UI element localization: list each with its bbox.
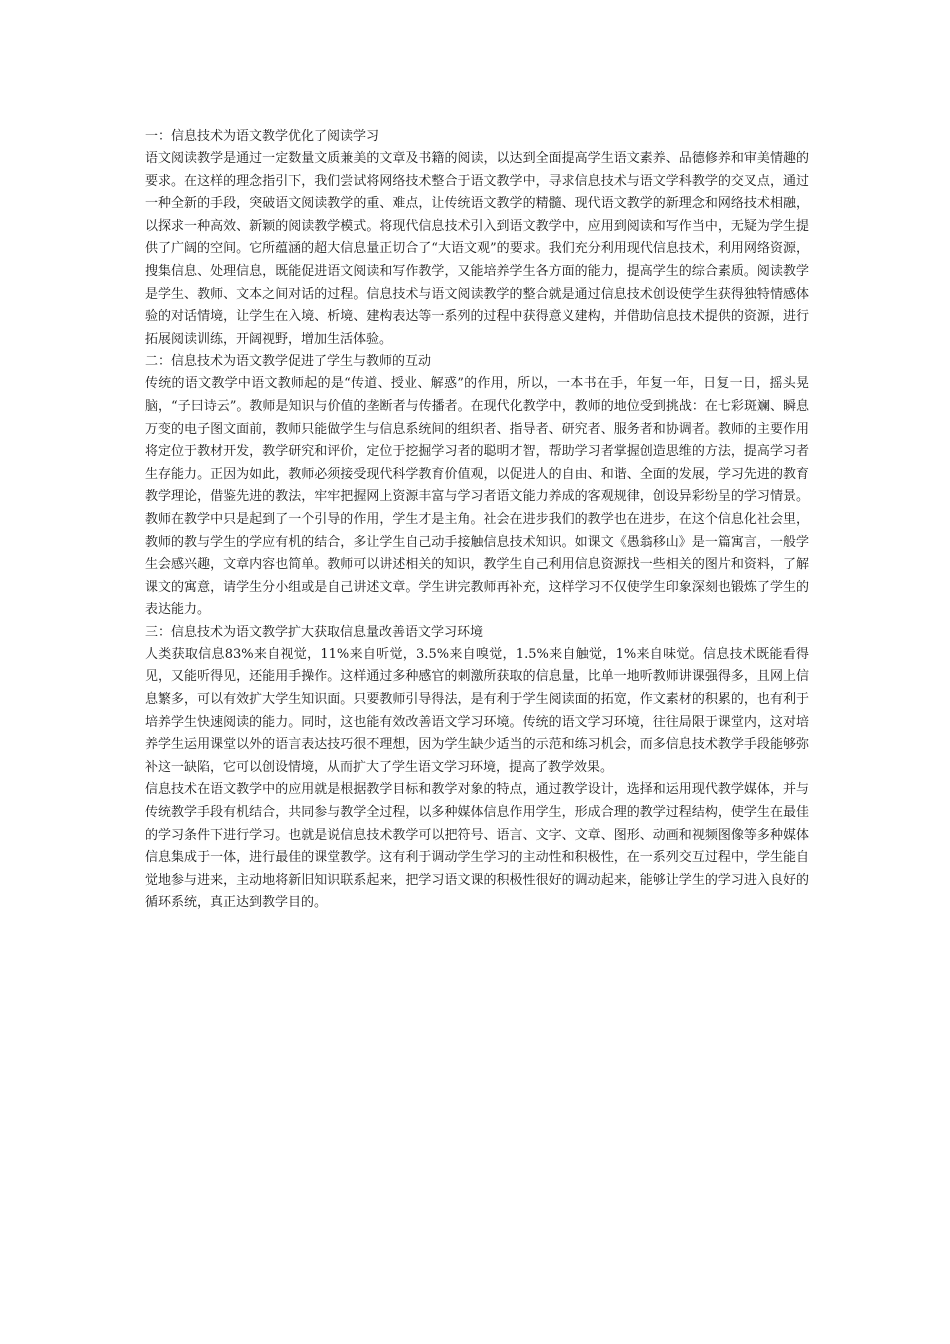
section-heading: 三：信息技术为语文教学扩大获取信息量改善语文学习环境 — [145, 624, 484, 640]
document-body — [145, 126, 809, 915]
section-environment — [145, 622, 809, 915]
paragraph: 语文阅读教学是通过一定数量文质兼美的文章及书籍的阅读，以达到全面提高学生语文素养、品德修养和审美情趣的要求。在这样的理念指引下，我们尝试将网络技术整合于语文教学中，寻求信息技术与语文学科教学的交叉点，通过一种全新的手段，突破语文阅读教学的重、难点，让传统语文教学的精髓、现代语文教学的新理念和网络技术相融，以探求一种高效、新颖的阅读教学模式。将现代信息技术引入到语文教学中，应用到阅读和写作当中，无疑为学生提供了广阔的空间。它所蕴涵的超大信息量正切合了“大语文观”的要求。我们充分利用现代信息技术，利用网络资源，搜集信息、处理信息，既能促进语文阅读和写作教学，又能培养学生各方面的能力，提高学生的综合素质。阅读教学是学生、教师、文本之间对话的过程。信息技术与语文阅读教学的整合就是通过信息技术创设使学生获得独特情感体验的对话情境，让学生在入境、析境、建构表达等一系列的过程中获得意义建构，并借助信息技术提供的资源，进行拓展阅读训练，开阔视野，增加生活体验。 — [145, 151, 809, 347]
section-interaction — [145, 351, 809, 622]
section-reading — [145, 126, 809, 351]
paragraph: 信息技术在语文教学中的应用就是根据教学目标和教学对象的特点，通过教学设计，选择和运用现代教学媒体，并与传统教学手段有机结合，共同参与教学全过程，以多种媒体信息作用学生，形成合理的教学过程结构，使学生在最佳的学习条件下进行学习。也就是说信息技术教学可以把符号、语言、文字、文章、图形、动画和视频图像等多种媒体信息集成于一体，进行最佳的课堂教学。这有利于调动学生学习的主动性和积极性，在一系列交互过程中，学生能自觉地参与进来，主动地将新旧知识联系起来，把学习语文课的积极性很好的调动起来，能够让学生的学习进入良好的循环系统，真正达到教学目的。 — [145, 782, 809, 911]
section-heading: 一：信息技术为语文教学优化了阅读学习 — [145, 129, 380, 144]
paragraph: 人类获取信息83%来自视觉，11%来自听觉，3.5%来自嗅觉，1.5%来自触觉，1%来自味觉。信息技术既能看得见，又能听得见，还能用手操作。这样通过多种感官的刺激所获取的信息量，比单一地听教师讲课强得多，且网上信息繁多，可以有效扩大学生知识面。只要教师引导得法，是有利于学生阅读面的拓宽，作文素材的积累的，也有利于培养学生快速阅读的能力。同时，这也能有效改善语文学习环境。传统的语文学习环境，往往局限于课堂内，这对培养学生运用课堂以外的语言表达技巧很不理想，因为学生缺少适当的示范和练习机会，而多信息技术教学手段能够弥补这一缺陷，它可以创设情境，从而扩大了学生语文学习环境，提高了教学效果。 — [145, 646, 809, 775]
section-heading: 二：信息技术为语文教学促进了学生与教师的互动 — [145, 354, 432, 370]
paragraph: 传统的语文教学中语文教师起的是“传道、授业、解惑”的作用，所以，一本书在手，年复一年，日复一日，摇头晃脑，“子曰诗云”。教师是知识与价值的垄断者与传播者。在现代化教学中，教师的地位受到挑战：在七彩斑斓、瞬息万变的电子图文面前，教师只能做学生与信息系统间的组织者、指导者、研究者、服务者和协调者。教师的主要作用将定位于教材开发，教学研究和评价，定位于挖掘学习者的聪明才智，帮助学习者掌握创造思维的方法，提高学习者生存能力。正因为如此，教师必须接受现代科学教育价值观，以促进人的自由、和谐、全面的发展，学习先进的教育教学理论，借鉴先进的教法，牢牢把握网上资源丰富与学习者语文能力养成的客观规律，创设异彩纷呈的学习情景。教师在教学中只是起到了一个引导的作用，学生才是主角。社会在进步我们的教学也在进步，在这个信息化社会里，教师的教与学生的学应有机的结合，多让学生自己动手接触信息技术知识。如课文《愚翁移山》是一篇寓言，一般学生会感兴趣，文章内容也简单。教师可以讲述相关的知识，教学生自己利用信息资源找一些相关的图片和资料，了解课文的寓意，请学生分小组或是自己讲述文章。学生讲完教师再补充，这样学习不仅使学生印象深刻也锻炼了学生的表达能力。 — [145, 376, 809, 618]
